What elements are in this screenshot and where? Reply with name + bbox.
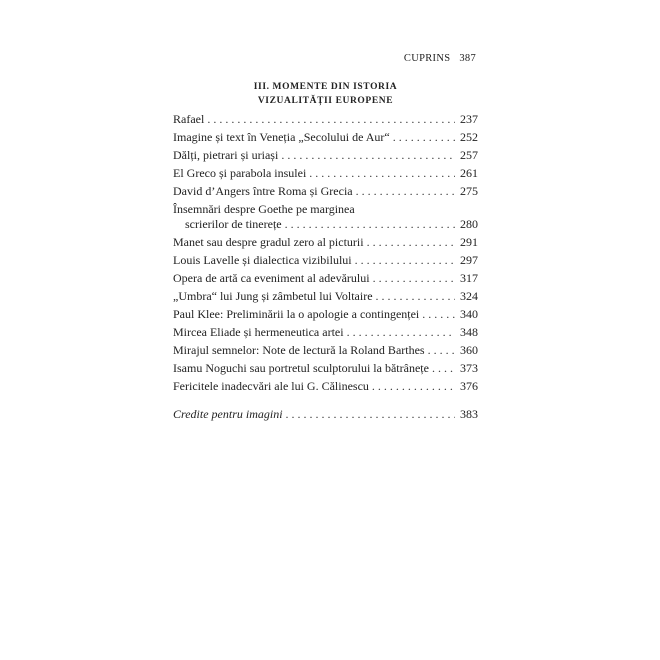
section-title — [173, 80, 478, 108]
toc-entry-goethe[interactable] — [173, 202, 478, 231]
toc-entry-page: 297 — [460, 253, 478, 267]
toc-entry-manet[interactable] — [173, 235, 478, 249]
running-title: CUPRINS — [403, 53, 451, 64]
toc-entry-page: 348 — [460, 325, 478, 339]
dot-leader — [285, 217, 455, 231]
page-number: 387 — [459, 53, 476, 64]
toc-entry-title: Manet sau despre gradul zero al picturii — [173, 235, 364, 249]
toc-entry-page: 291 — [460, 235, 478, 249]
toc-entry-page: 324 — [460, 289, 478, 303]
toc-entry-title: Credite pentru imagini — [173, 407, 283, 421]
toc-entry-page: 257 — [460, 148, 478, 162]
dot-leader — [372, 379, 455, 393]
toc-entry-page: 317 — [460, 271, 478, 285]
toc-entry-page: 340 — [460, 307, 478, 321]
dot-leader — [376, 289, 455, 303]
dot-leader — [286, 407, 455, 421]
toc-entry-el-greco[interactable] — [173, 166, 478, 180]
toc-entry-venetia[interactable] — [173, 130, 478, 144]
toc-entry-david-dangers[interactable] — [173, 184, 478, 198]
running-head — [404, 53, 476, 64]
toc-entry-title-line-2: scrierilor de tinerețe — [185, 217, 282, 231]
dot-leader — [373, 271, 455, 285]
toc-entry-calinescu[interactable] — [173, 379, 478, 393]
toc-entry-title-line-1: Însemnări despre Goethe pe marginea — [173, 202, 355, 216]
table-of-contents — [173, 112, 478, 425]
toc-entry-credits[interactable] — [173, 407, 478, 421]
dot-leader — [207, 112, 455, 126]
toc-entry-page: 237 — [460, 112, 478, 126]
toc-entry-title: Opera de artă ca eveniment al adevărului — [173, 271, 370, 285]
toc-entry-title: Rafael — [173, 112, 205, 126]
toc-entry-title: Louis Lavelle și dialectica vizibilului — [173, 253, 352, 267]
toc-entry-page: 376 — [460, 379, 478, 393]
dot-leader — [393, 130, 455, 144]
toc-entry-title: Imagine și text în Veneția „Secolului de Aur“ — [173, 130, 390, 144]
toc-entry-opera-de-arta[interactable] — [173, 271, 478, 285]
dot-leader — [355, 253, 455, 267]
toc-entry-dalti[interactable] — [173, 148, 478, 162]
toc-entry-page: 280 — [460, 217, 478, 231]
toc-entry-page: 275 — [460, 184, 478, 198]
section-title-line-2: VIZUALITĂȚII EUROPENE — [257, 96, 394, 106]
toc-entry-title: El Greco și parabola insulei — [173, 166, 307, 180]
toc-entry-title: Isamu Noguchi sau portretul sculptorului la bătrânețe — [173, 361, 429, 375]
toc-entry-page: 373 — [460, 361, 478, 375]
toc-entry-title: David d’Angers între Roma și Grecia — [173, 184, 353, 198]
toc-entry-title: Paul Klee: Preliminării la o apologie a contingenței — [173, 307, 420, 321]
dot-leader — [281, 148, 455, 162]
toc-entry-page: 252 — [460, 130, 478, 144]
section-title-line-1: III. MOMENTE DIN ISTORIA — [253, 82, 398, 92]
toc-entry-page: 360 — [460, 343, 478, 357]
toc-entry-umbra-jung[interactable] — [173, 289, 478, 303]
toc-entry-rafael[interactable] — [173, 112, 478, 126]
toc-entry-title: Mircea Eliade și hermeneutica artei — [173, 325, 344, 339]
dot-leader — [432, 361, 455, 375]
dot-leader — [422, 307, 455, 321]
toc-entry-page: 383 — [460, 407, 478, 421]
toc-entry-noguchi[interactable] — [173, 361, 478, 375]
toc-entry-paul-klee[interactable] — [173, 307, 478, 321]
dot-leader — [428, 343, 455, 357]
toc-entry-barthes[interactable] — [173, 343, 478, 357]
toc-entry-page: 261 — [460, 166, 478, 180]
toc-entry-title: Mirajul semnelor: Note de lectură la Roland Barthes — [173, 343, 425, 357]
dot-leader — [367, 235, 455, 249]
toc-entry-title: „Umbra“ lui Jung și zâmbetul lui Voltaire — [173, 289, 373, 303]
toc-entry-eliade[interactable] — [173, 325, 478, 339]
dot-leader — [347, 325, 455, 339]
toc-entry-title: Dălți, pietrari și uriași — [173, 148, 279, 162]
toc-entry-title: Fericitele inadecvări ale lui G. Călinescu — [173, 379, 369, 393]
dot-leader — [356, 184, 455, 198]
toc-entry-lavelle[interactable] — [173, 253, 478, 267]
dot-leader — [309, 166, 455, 180]
